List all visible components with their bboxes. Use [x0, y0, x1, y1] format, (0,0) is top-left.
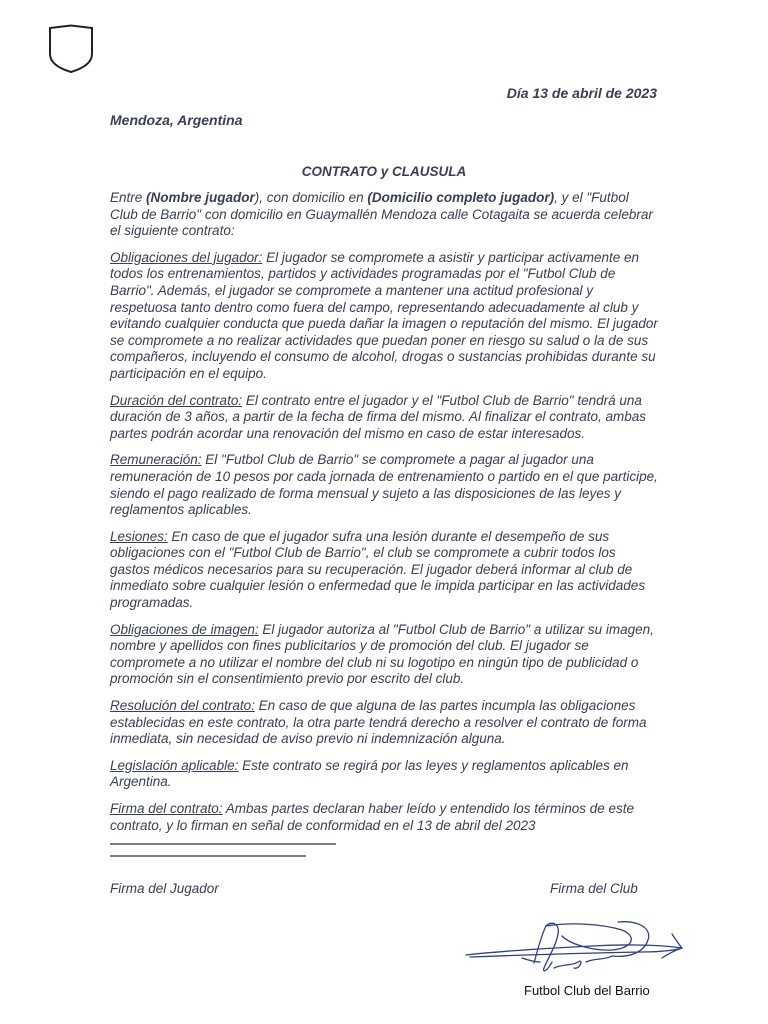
club-name: Futbol Club del Barrio: [524, 983, 650, 998]
clause-text: Ambas partes declaran haber leído y entendido los términos de este contrato, y lo firman en señal de conformidad en el 13 de abril del 2023: [110, 801, 635, 833]
clause-heading: Duración del contrato:: [110, 392, 243, 408]
club-signature: [462, 918, 688, 982]
clause-heading: Obligaciones de imagen:: [110, 621, 259, 637]
contract-title: CONTRATO y CLAUSULA: [301, 164, 467, 179]
club-signature-label: Firma del Club: [550, 881, 638, 896]
contract-body: [110, 190, 658, 844]
clause-heading: Firma del contrato:: [110, 801, 223, 816]
clause-image-rights: [110, 622, 658, 688]
contract-date: Día 13 de abril de 2023: [506, 85, 657, 101]
clause-duration: [110, 393, 658, 443]
clause-signing: [110, 801, 658, 834]
shield-icon: [47, 24, 95, 74]
clause-legislation: [110, 758, 658, 791]
clause-text: En caso de que alguna de las partes incumpla las obligaciones establecidas en este contrato, la otra parte tendrá derecho a resolver el contrato de forma inmediata, sin necesidad de aviso previo ni indemnización alguna.: [110, 698, 647, 747]
clause-player-obligations: [110, 250, 658, 383]
clause-heading: Remuneración:: [110, 452, 202, 468]
clause-termination: [110, 698, 658, 748]
clause-text: El contrato entre el jugador y el "Futbol Club de Barrio" tendrá una duración de 3 años, a partir de la fecha de firma del mismo. Al finalizar el contrato, ambas partes podrán acordar una renovación del mismo en caso de estar interesados.: [110, 392, 647, 441]
fine-print-line: [110, 855, 306, 857]
clause-remuneration: [110, 452, 658, 518]
clause-text: En caso de que el jugador sufra una lesión durante el desempeño de sus obligaciones con el "Futbol Club de Barrio", el club se compromete a cubrir todos los gastos médicos necesarios para su recuperación. El jugador deberá informar al club de inmediato sobre cualquier lesión o enfermedad que le impida participar en las actividades programadas.: [110, 528, 646, 611]
clause-text: El jugador se compromete a asistir y participar activamente en todos los entrenamientos, partidos y actividades programadas por el "Futbol Club de Barrio". Además, el jugador se compromete a mantener una actitud profesional y respetuosa tanto dentro como fuera del campo, representando adecuadamente al club y evitando cualquier conducta que pueda dañar la imagen o reputación del mismo. El jugador se compromete a no realizar actividades que puedan poner en riesgo su salud o la de sus compañeros, incluyendo el consumo de alcohol, drogas o sustancias prohibidas durante su participación en el equipo.: [110, 249, 658, 381]
clause-text: Este contrato se regirá por las leyes y reglamentos aplicables en Argentina.: [110, 757, 629, 790]
clause-heading: Legislación aplicable:: [110, 757, 239, 773]
intro-text: , y el "Futbol Club de Barrio" con domicilio en Guaymallén Mendoza calle Cotagaita se acuerda celebrar el siguiente contrato:: [110, 190, 653, 239]
contract-place: Mendoza, Argentina: [110, 112, 243, 128]
player-address-placeholder: (Domicilio completo jugador): [367, 190, 555, 205]
clause-heading: Obligaciones del jugador:: [110, 249, 263, 265]
intro-text: Entre: [110, 190, 147, 205]
clause-heading: Resolución del contrato:: [110, 698, 255, 714]
intro-text: ), con domicilio en: [254, 190, 368, 205]
clause-text: El jugador autoriza al "Futbol Club de Barrio" a utilizar su imagen, nombre y apellidos con fines publicitarios y de promoción del club. El jugador se compromete a no utilizar el nombre del club ni su logotipo en ningún tipo de publicidad o promoción sin el consentimiento previo por escrito del club.: [110, 621, 654, 687]
fine-print-line: [110, 843, 336, 845]
player-signature-label: Firma del Jugador: [110, 881, 219, 896]
clause-injuries: [110, 529, 658, 612]
player-name-placeholder: (Nombre jugador: [146, 190, 255, 205]
clause-heading: Lesiones:: [110, 528, 168, 544]
clause-text: El "Futbol Club de Barrio" se compromete a pagar al jugador una remuneración de 10 pesos por cada jornada de entrenamiento o partido en el que participe, siendo el pago realizado de forma mensual y sujeto a las disposiciones de las leyes y reglamentos aplicables.: [110, 452, 658, 518]
intro-paragraph: [110, 190, 658, 240]
